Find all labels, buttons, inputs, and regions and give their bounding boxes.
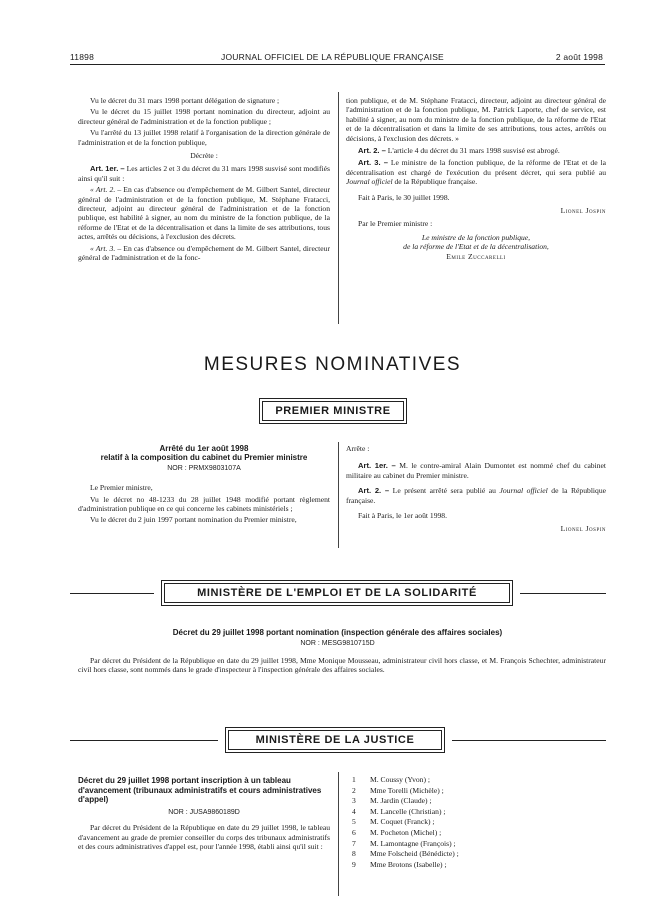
list-item-name: M. Coussy (Yvon) ;: [370, 775, 430, 784]
article-1: Art. 1er. – M. le contre-amiral Alain Dumontet est nommé chef du cabinet militaire au cabinet du Premier ministre.: [346, 461, 606, 480]
premier-ministre-heading: PREMIER MINISTRE: [262, 401, 404, 421]
paragraph: Vu le décret du 15 juillet 1998 portant nomination du directeur, adjoint au directeur général de l'administration et de la fonction publique ;: [78, 107, 330, 126]
list-item: [352, 839, 602, 850]
list-item: [352, 807, 602, 818]
justice-rule-left: [70, 740, 218, 741]
article-quote-2: « Art. 2. – En cas d'absence ou d'empêchement de M. Gilbert Santel, directeur général de l'administration et de la fonction publique, M. Stéphane Fratacci, directeur, adjoint au directeur général de l'administration et de la fonction publique, est habilité à signer, au nom du ministre de la fonction publique, de la réforme de l'Etat et de la décentralisation et dans la limite de ses attributions, tous actes, arrêtés ou décisions, à l'exclusion des décrets.: [78, 185, 330, 242]
arrete-label: Arrête :: [346, 444, 370, 453]
arrete-title: Arrêté du 1er août 1998: [159, 444, 249, 453]
signature: Lionel Jospin: [560, 524, 606, 534]
list-item-number: 7: [352, 838, 356, 848]
emploi-rule-left: [70, 593, 154, 594]
justice-left-column: [78, 776, 330, 853]
list-item: [352, 849, 602, 860]
list-item-name: M. Pocheton (Michel) ;: [370, 827, 442, 837]
paragraph: Vu le décret du 2 juin 1997 portant nomination du Premier ministre,: [90, 515, 297, 525]
list-item: [352, 860, 602, 871]
list-item-number: 2: [352, 785, 356, 795]
list-item-number: 1: [352, 775, 356, 784]
par-le-premier-ministre: Par le Premier ministre :: [358, 219, 433, 229]
nor-reference: NOR : PRMX9803107A: [167, 464, 241, 472]
list-item-number: 3: [352, 796, 356, 806]
top-right-column: [346, 96, 606, 263]
list-item-name: Mme Folscheid (Bénédicte) ;: [370, 849, 459, 859]
column-separator: [338, 772, 339, 896]
list-item: [352, 775, 602, 786]
list-item: [352, 828, 602, 839]
minister-title: Le ministre de la fonction publique,: [421, 232, 531, 242]
minister-signature: Emile Zuccarelli: [446, 251, 506, 261]
paragraph: Vu le décret du 31 mars 1998 portant délégation de signature ;: [90, 96, 280, 105]
fait-a-paris: Fait à Paris, le 1er août 1998.: [358, 511, 447, 521]
paragraph: Le Premier ministre,: [90, 483, 153, 493]
paragraph: Vu le décret no 48-1233 du 28 juillet 1948 modifié portant règlement d'administration publique en ce qui concerne les cabinets ministériels ;: [78, 494, 330, 514]
header-rule: [70, 64, 605, 65]
decret-title: Décret du 29 juillet 1998 portant nomination (inspection générale des affaires sociales): [172, 628, 503, 637]
list-item-number: 8: [352, 849, 356, 859]
justice-heading: MINISTÈRE DE LA JUSTICE: [228, 730, 442, 750]
page-number: 11898: [70, 52, 95, 62]
list-item: [352, 786, 602, 797]
list-item: [352, 796, 602, 807]
article-3: Art. 3. – Le ministre de la fonction publique, de la réforme de l'Etat et de la décentralisation est chargé de l'exécution du présent décret, qui sera publié au Journal officiel de la République française.: [346, 158, 606, 187]
column-separator: [338, 442, 339, 548]
list-item-name: Mme Torelli (Michèle) ;: [370, 785, 444, 795]
article-quote-3: « Art. 3. – En cas d'absence ou d'empêchement de M. Gilbert Santel, directeur général de l'administration et de la fonc-: [78, 243, 330, 263]
justice-rule-right: [452, 740, 606, 741]
top-left-column: [78, 96, 330, 265]
paragraph: tion publique, et de M. Stéphane Fratacci, directeur, adjoint au directeur général de l'administration et de la fonction publique, M. Patrick Laporte, chef de service, est habilité à signer, au nom du ministre de la fonction publique, de la réforme de l'Etat et de la décentralisation et dans la limite de ses attributions, tous actes, arrêtés ou décisions, à l'exclusion des décrets. »: [346, 96, 606, 143]
pm-right-column: [346, 444, 606, 536]
promotion-list: [352, 775, 602, 870]
list-item-number: 4: [352, 806, 356, 816]
section-title: MESURES NOMINATIVES: [203, 354, 462, 375]
issue-date: 2 août 1998: [555, 52, 603, 62]
emploi-rule-right: [520, 593, 606, 594]
list-item-name: M. Lamontagne (François) ;: [370, 838, 456, 848]
list-item-number: 9: [352, 859, 356, 869]
pm-left-column: [78, 444, 330, 527]
list-item-number: 5: [352, 817, 356, 827]
nor-reference: NOR : JUSA9860189D: [168, 808, 240, 816]
journal-title: JOURNAL OFFICIEL DE LA RÉPUBLIQUE FRANÇAISE: [221, 52, 444, 62]
list-item-name: Mme Brotons (Isabelle) ;: [370, 859, 447, 869]
emploi-heading: MINISTÈRE DE L'EMPLOI ET DE LA SOLIDARITÉ: [164, 583, 510, 603]
emploi-text: [78, 656, 606, 677]
article-1: Art. 1er. – Les articles 2 et 3 du décret du 31 mars 1998 susvisé sont modifiés ainsi qu'il suit :: [78, 164, 330, 183]
list-item: [352, 817, 602, 828]
fait-a-paris: Fait à Paris, le 30 juillet 1998.: [358, 192, 450, 202]
list-item-name: M. Coquet (Franck) ;: [370, 817, 435, 827]
list-item-name: M. Lancelle (Christian) ;: [370, 806, 446, 816]
paragraph: Vu l'arrêté du 13 juillet 1998 relatif à l'organisation de la direction générale de l'administration et de la fonction publique,: [78, 128, 330, 147]
article-2: Art. 2. – L'article 4 du décret du 31 mars 1998 susvisé est abrogé.: [358, 146, 560, 156]
paragraph: Par décret du Président de la République en date du 29 juillet 1998, Mme Monique Mousseau, administrateur civil hors classe, et M. François Schechter, administrateur civil hors classe, sont nommés dans le grade d'inspecteur à l'inspection générale des affaires sociales.: [78, 656, 606, 675]
arrete-subtitle: relatif à la composition du cabinet du Premier ministre: [100, 453, 308, 463]
decrete-label: Décrète :: [190, 151, 218, 161]
list-item-number: 6: [352, 827, 356, 837]
minister-title: de la réforme de l'Etat et de la décentralisation,: [403, 242, 549, 252]
signature: Lionel Jospin: [560, 206, 606, 216]
list-item-name: M. Jardin (Claude) ;: [370, 796, 432, 806]
paragraph: Par décret du Président de la République en date du 29 juillet 1998, le tableau d'avancement au grade de premier conseiller du corps des tribunaux administratifs et des cours administratives d'appel est, pour l'année 1998, établi ainsi qu'il suit :: [78, 823, 330, 851]
decret-title: Décret du 29 juillet 1998 portant inscription à un tableau d'avancement (tribunaux administratifs et cours administratives d'appel): [78, 776, 322, 805]
nor-reference: NOR : MESG9810715D: [300, 640, 375, 647]
article-2: Art. 2. – Le présent arrêté sera publié au Journal officiel de la République française.: [346, 486, 606, 505]
column-separator: [338, 92, 339, 324]
